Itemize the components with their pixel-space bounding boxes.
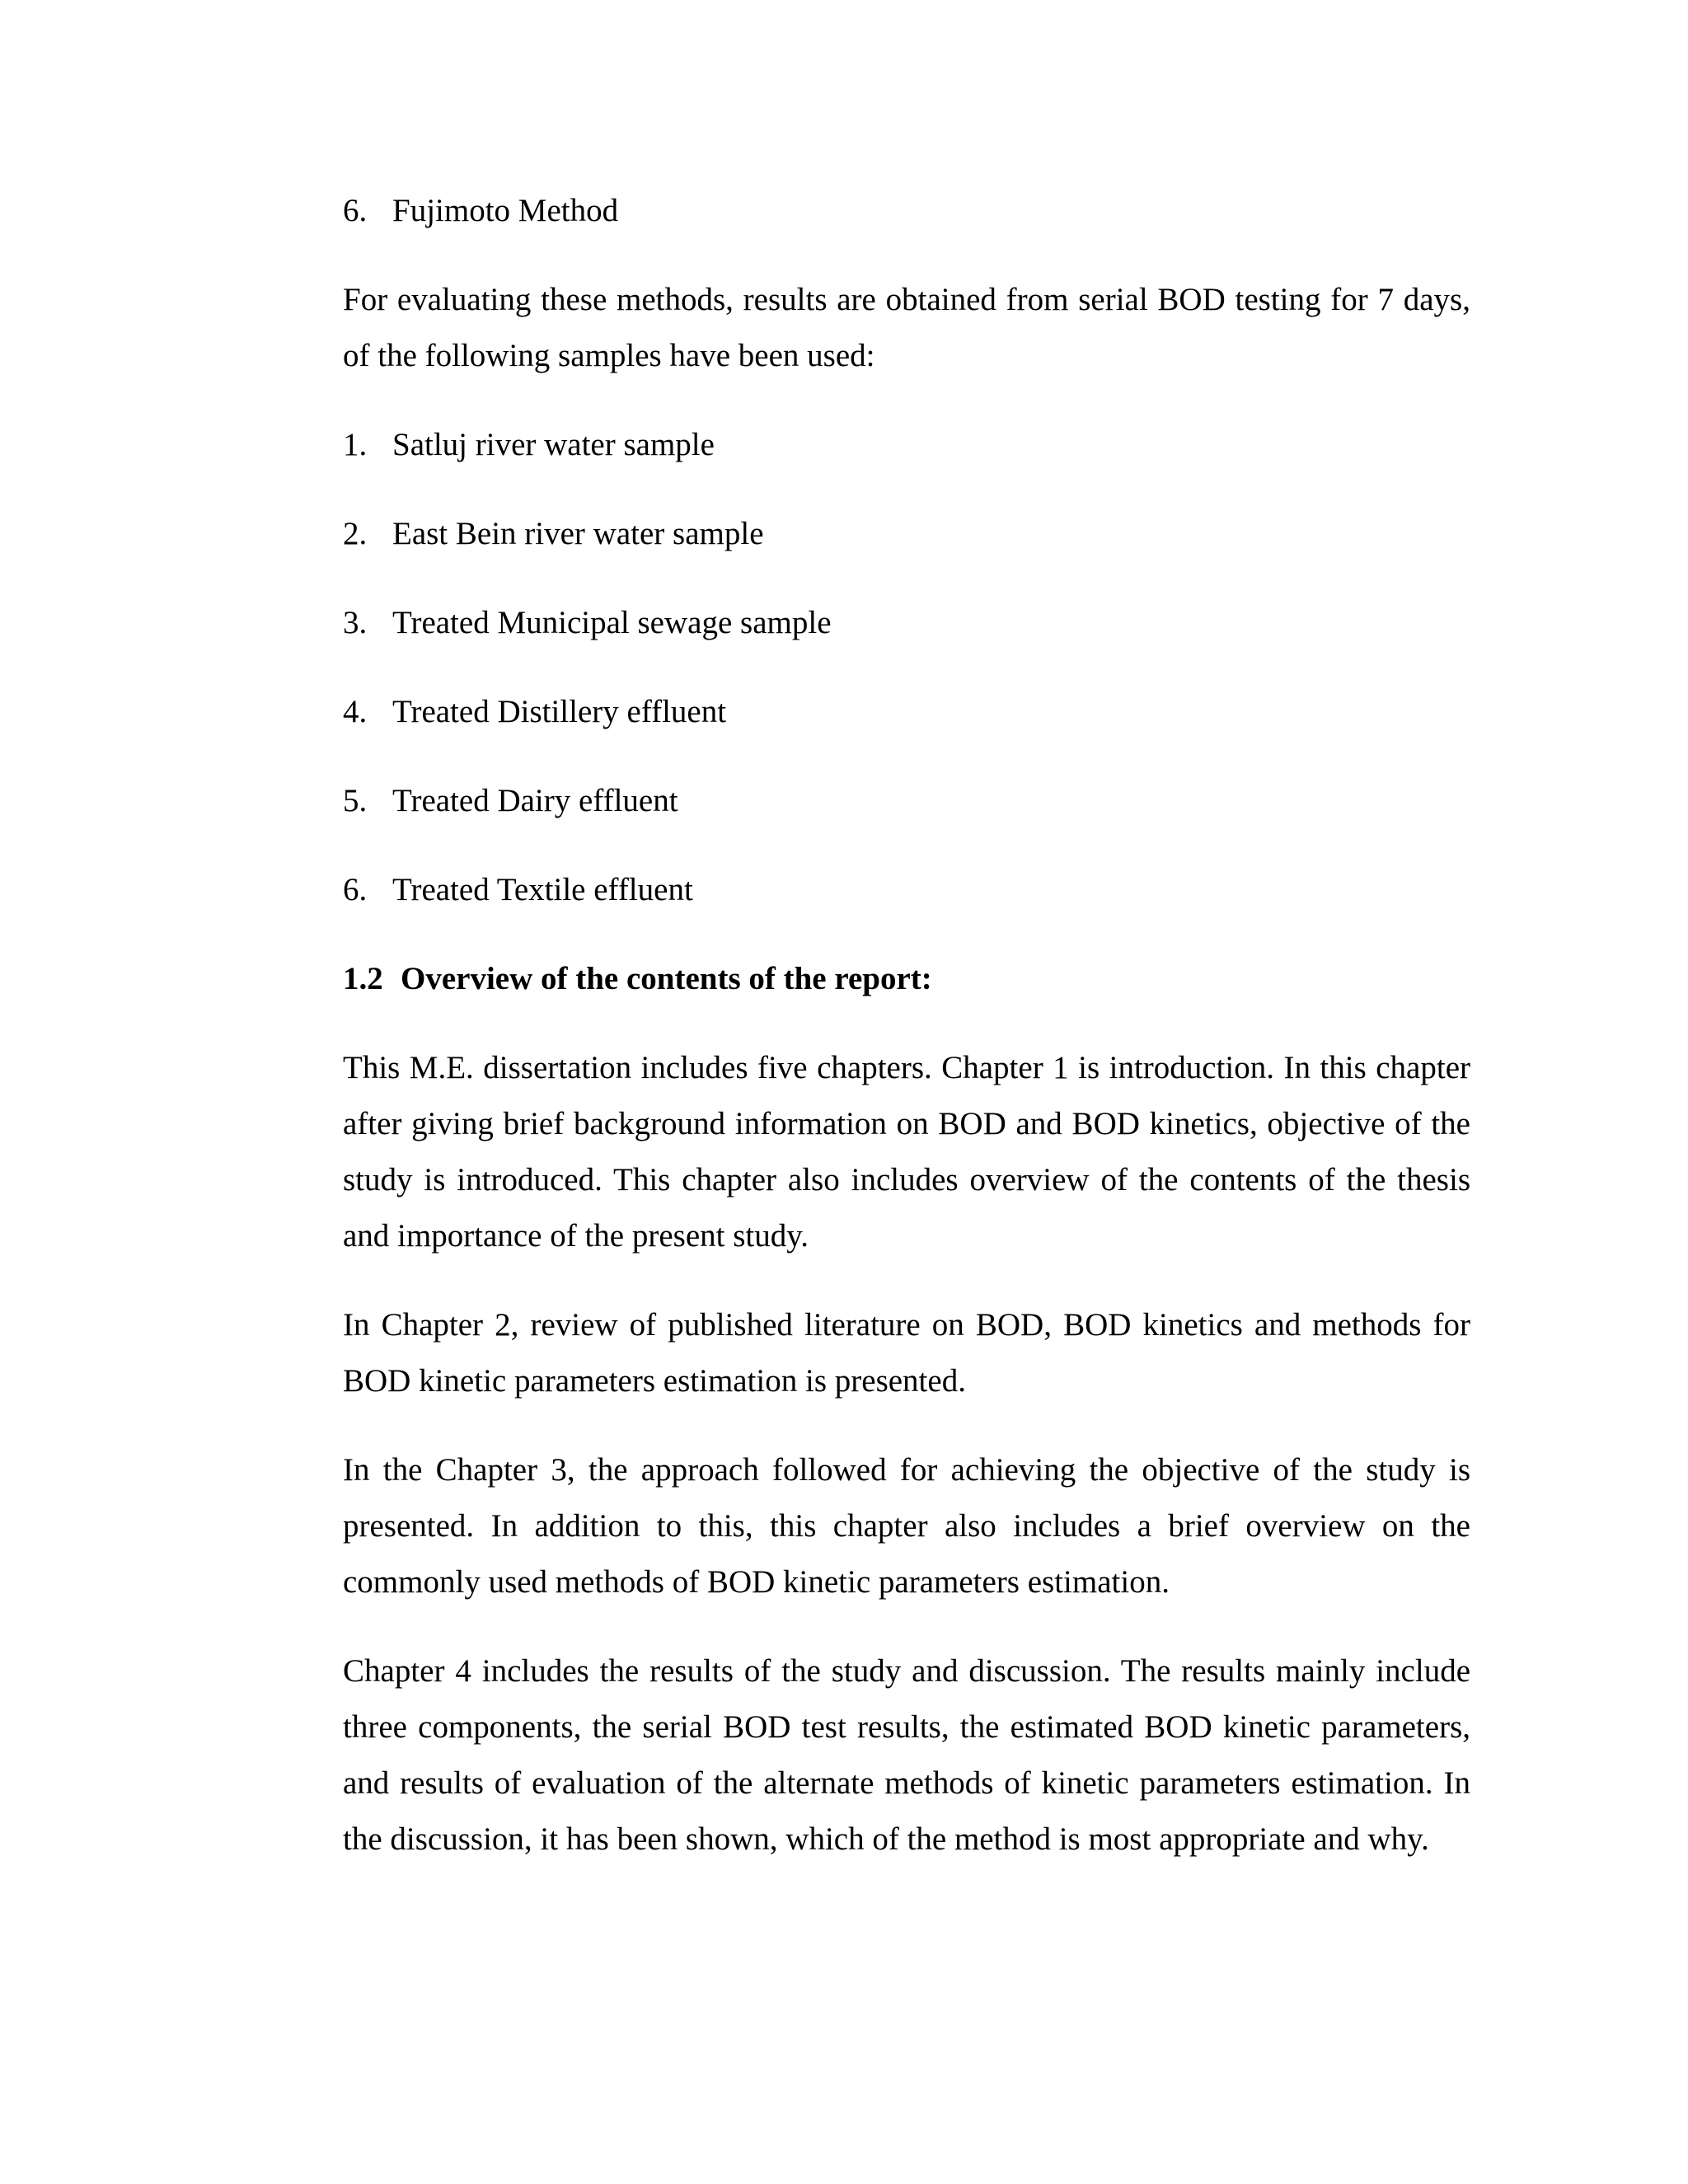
sample-list-item (343, 417, 1470, 473)
list-number: 3. (343, 605, 368, 640)
list-number: 1. (343, 427, 368, 462)
sample-list-item (343, 862, 1470, 918)
body-paragraph: In the Chapter 3, the approach followed for achieving the objective of the study is presented. In addition to this, this chapter also includes a brief overview on the commonly used methods of BOD kinetic parameters estimation. (343, 1452, 1470, 1600)
section-heading (343, 951, 1470, 1007)
intro-paragraph: For evaluating these methods, results are obtained from serial BOD testing for 7 days, of the following samples have been used: (343, 282, 1470, 373)
sample-list-item (343, 684, 1470, 740)
list-text: East Bein river water sample (392, 516, 764, 551)
page-content (343, 183, 1470, 1868)
method-list-item (343, 183, 1470, 239)
list-text: Treated Municipal sewage sample (392, 605, 832, 640)
body-paragraph: In Chapter 2, review of published literature on BOD, BOD kinetics and methods for BOD kinetic parameters estimation is presented. (343, 1307, 1470, 1399)
list-text: Treated Textile effluent (392, 872, 693, 907)
list-number: 2. (343, 516, 368, 551)
list-number: 6. (343, 872, 368, 907)
list-number: 5. (343, 783, 368, 818)
sample-list-item (343, 506, 1470, 562)
list-text: Treated Distillery effluent (392, 694, 727, 729)
list-text: Satluj river water sample (392, 427, 715, 462)
section-title: Overview of the contents of the report: (401, 961, 932, 996)
sample-list-item (343, 773, 1470, 829)
list-number: 6. (343, 193, 368, 228)
sample-list-item (343, 595, 1470, 651)
list-number: 4. (343, 694, 368, 729)
section-number: 1.2 (343, 961, 383, 996)
body-paragraph: This M.E. dissertation includes five chapters. Chapter 1 is introduction. In this chapter after giving brief background information on BOD and BOD kinetics, objective of the study is introduced. This chapter also includes overview of the contents of the thesis and importance of the present study. (343, 1050, 1470, 1254)
body-paragraph: Chapter 4 includes the results of the study and discussion. The results mainly include three components, the serial BOD test results, the estimated BOD kinetic parameters, and results of evaluation of the alternate methods of kinetic parameters estimation. In the discussion, it has been shown, which of the method is most appropriate and why. (343, 1653, 1470, 1857)
list-text: Fujimoto Method (392, 193, 619, 228)
list-text: Treated Dairy effluent (392, 783, 678, 818)
